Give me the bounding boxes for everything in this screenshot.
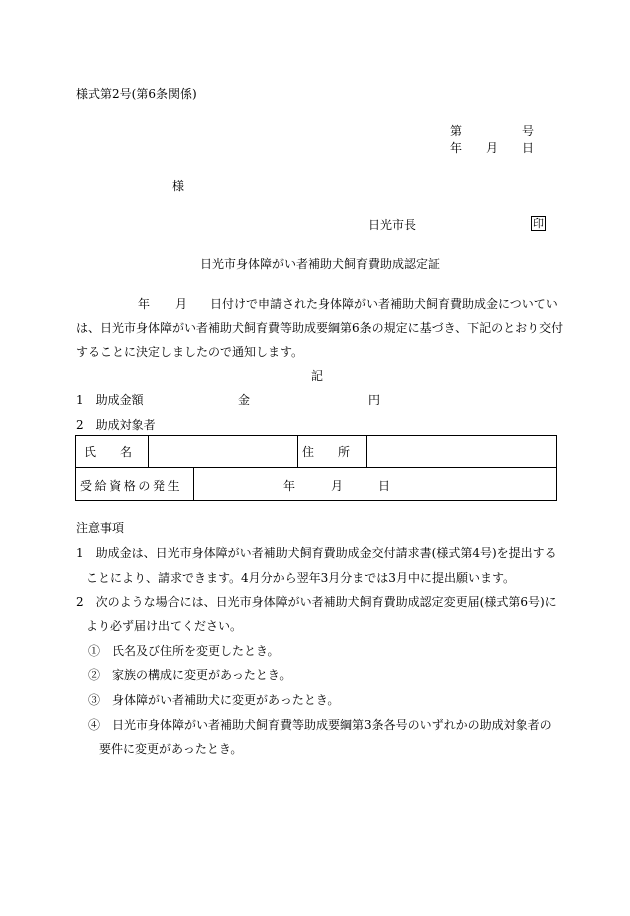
item1-kin: 金 <box>238 393 251 407</box>
issuer-name: 日光市長 <box>368 218 417 232</box>
date-month: 月 <box>486 141 499 155</box>
seal-char: 印 <box>533 217 544 230</box>
item1-en: 円 <box>368 393 381 407</box>
table-col-divider <box>297 436 298 467</box>
table-row-divider <box>76 467 556 468</box>
case-4-line1: ④ 日光市身体障がい者補助犬飼育費等助成要綱第3条各号のいずれかの助成対象者の <box>88 718 552 732</box>
body-month: 月 <box>175 297 188 311</box>
qualification-year: 年 <box>283 479 296 493</box>
date-day: 日 <box>522 141 535 155</box>
note2-line1: 2 次のような場合には、日光市身体障がい者補助犬飼育費助成認定変更届(様式第6号)に <box>76 595 557 609</box>
recipient-table <box>75 435 557 501</box>
case-2: ② 家族の構成に変更があったとき。 <box>88 668 292 682</box>
table-col-divider <box>366 436 367 467</box>
body-line3: することに決定しましたので通知します。 <box>76 345 304 359</box>
body-year: 年 <box>138 297 151 311</box>
note2-line2: より必ず届け出てください。 <box>86 619 243 633</box>
case-4-line2: 要件に変更があったとき。 <box>99 742 243 756</box>
date-year: 年 <box>450 141 463 155</box>
qualification-month: 月 <box>331 479 344 493</box>
address-label: 住 所 <box>302 445 351 459</box>
table-col-divider <box>148 436 149 467</box>
qualification-day: 日 <box>378 479 391 493</box>
form-number: 様式第2号(第6条関係) <box>76 87 197 101</box>
notes-heading: 注意事項 <box>76 521 125 535</box>
note1-line2: ことにより、請求できます。4月分から翌年3月分までは3月中に提出願います。 <box>86 571 515 585</box>
table-col-divider <box>193 467 194 500</box>
addressee-sama: 様 <box>172 179 185 193</box>
name-label: 氏 名 <box>84 445 133 459</box>
case-1: ① 氏名及び住所を変更したとき。 <box>88 644 280 658</box>
seal-box <box>531 216 546 231</box>
ki-heading: 記 <box>311 369 324 383</box>
item2-label: 2 助成対象者 <box>76 418 156 432</box>
body-line1: 日付けで申請された身体障がい者補助犬飼育費助成金についてい <box>210 297 558 311</box>
item1-label: 1 助成金額 <box>76 393 144 407</box>
document-title: 日光市身体障がい者補助犬飼育費助成認定証 <box>200 257 441 271</box>
qualification-label: 受給資格の発生 <box>80 479 183 493</box>
doc-number-dai: 第 <box>450 124 463 138</box>
doc-number-go: 号 <box>522 124 535 138</box>
body-line2: は、日光市身体障がい者補助犬飼育費等助成要綱第6条の規定に基づき、下記のとおり交付 <box>76 321 564 335</box>
case-3: ③ 身体障がい者補助犬に変更があったとき。 <box>88 693 340 707</box>
note1-line1: 1 助成金は、日光市身体障がい者補助犬飼育費助成金交付請求書(様式第4号)を提出する <box>76 546 557 560</box>
